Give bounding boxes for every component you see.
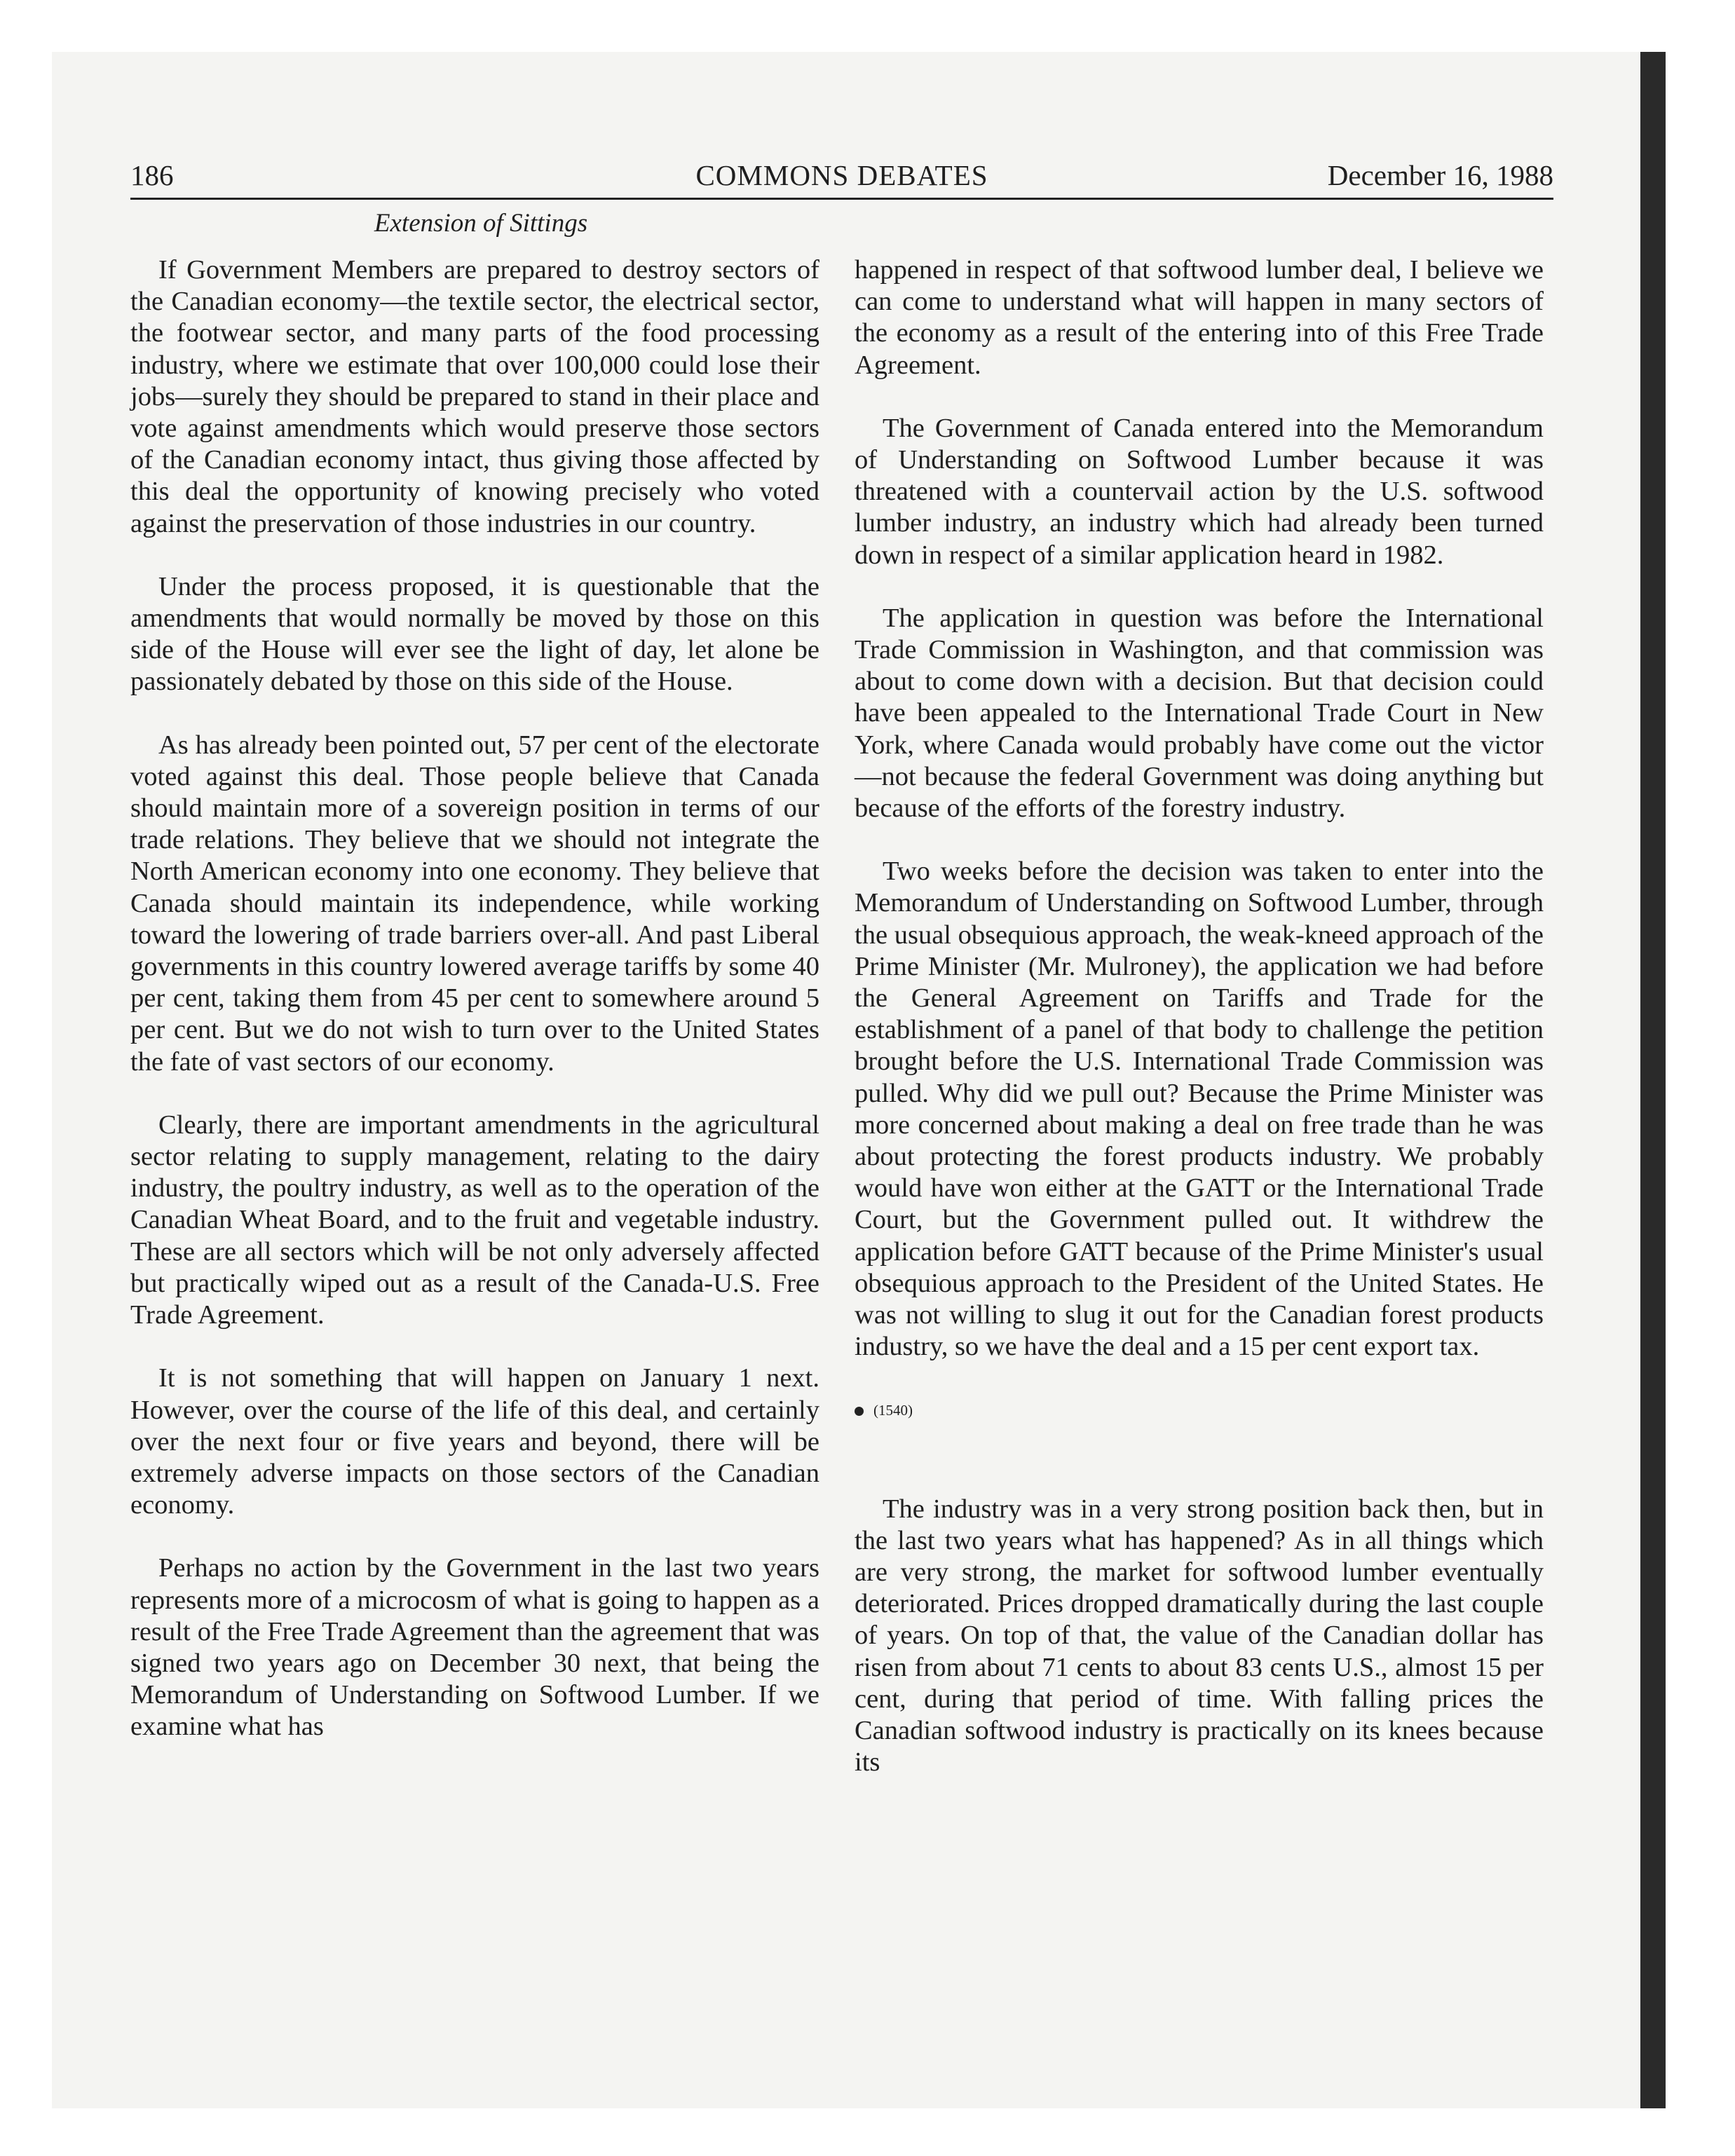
section-subheading: Extension of Sittings	[374, 209, 588, 238]
left-column	[130, 254, 819, 1993]
bullet-icon	[855, 1407, 864, 1416]
paragraph: It is not something that will happen on January 1 next. However, over the course of the life of this deal, and certainly over the next four or five years and beyond, there will be extremely adverse impacts on those sectors of the Canadian economy.	[130, 1363, 819, 1520]
continued-paragraph: happened in respect of that softwood lumber deal, I believe we can come to understand what will happen in many sectors of the economy as a result of the entering into of this Free Trade Agreement.	[855, 255, 1544, 380]
paragraph: As has already been pointed out, 57 per cent of the electorate voted against this deal. Those people believe that Canada should maintain more of a sovereign position in terms of our trade relations. They believe that we should not integrate the North American economy into one economy. They believe that Canada should maintain its independence, while working toward the lowering of trade barriers over-all. And past Liberal governments in this country lowered average tariffs by some 40 per cent, taking them from 45 per cent to somewhere around 5 per cent. But we do not wish to turn over to the United States the fate of vast sectors of our economy.	[130, 730, 819, 1077]
paragraph: Under the process proposed, it is questionable that the amendments that would normally be moved by those on this side of the House will ever see the light of day, let alone be passionately debated by those on this side of the House.	[130, 571, 819, 697]
paragraph: The Government of Canada entered into the Memorandum of Understanding on Softwood Lumber because it was threatened with a countervail action by the U.S. softwood lumber industry, an industry which had already been turned down in respect of a similar application heard in 1982.	[855, 413, 1544, 570]
paragraph: The application in question was before the International Trade Commission in Washington, and that commission was about to come down with a decision. But that decision could have been appealed to the International Trade Court in New York, where Canada would probably have come out the victor—not because the federal Government was doing anything but because of the efforts of the forestry industry.	[855, 603, 1544, 824]
page-number: 186	[130, 159, 174, 191]
publication-title: COMMONS DEBATES	[695, 159, 988, 191]
paragraph: Clearly, there are important amendments in the agricultural sector relating to supply management, relating to the dairy industry, the poultry industry, as well as to the operation of the Canadian Wheat Board, and to the fruit and vegetable industry. These are all sectors which will be not only adversely affected but practically wiped out as a result of the Canada-U.S. Free Trade Agreement.	[130, 1110, 819, 1330]
time-marker-label: (1540)	[873, 1401, 913, 1419]
paragraph: Two weeks before the decision was taken to enter into the Memorandum of Understanding on Softwood Lumber, through the usual obsequious approach, the weak-kneed approach of the Prime Minister (Mr. Mulroney), the application we had before the General Agreement on Tariffs and Trade for the establishment of a panel of that body to challenge the petition brought before the U.S. International Trade Commission was pulled. Why did we pull out? Because the Prime Minister was more concerned about making a deal on free trade than he was about protecting the forest products industry. We probably would have won either at the GATT or the International Trade Court, but the Government pulled out. It withdrew the application before GATT because of the Prime Minister's usual obsequious approach to the President of the United States. He was not willing to slug it out for the Canadian forest products industry, so we have the deal and a 15 per cent export tax.	[855, 857, 1544, 1362]
paragraph: Perhaps no action by the Government in the last two years represents more of a microcosm of what is going to happen as a result of the Free Trade Agreement than the agreement that was signed two years ago on December 30 next, that being the Memorandum of Understanding on Softwood Lumber. If we examine what has	[130, 1553, 819, 1742]
paragraph: The industry was in a very strong position back then, but in the last two years what has happened? As in all things which are very strong, the market for softwood lumber eventually deteriorated. Prices dropped dramatically during the last couple of years. On top of that, the value of the Canadian dollar has risen from about 71 cents to about 83 cents U.S., almost 15 per cent, during that period of time. With falling prices the Canadian softwood industry is practically on its knees because its	[855, 1494, 1544, 1778]
publication-date: December 16, 1988	[1327, 159, 1553, 191]
right-column	[855, 254, 1544, 1993]
page-header	[130, 158, 1553, 200]
scan-edge-shadow	[1640, 52, 1666, 2108]
paragraph: If Government Members are prepared to destroy sectors of the Canadian economy—the textile sector, the electrical sector, the footwear sector, and many parts of the food processing industry, where we estimate that over 100,000 could lose their jobs—surely they should be prepared to stand in their place and vote against amendments which would preserve those sectors of the Canadian economy intact, thus giving those affected by this deal the opportunity of knowing precisely who voted against the preservation of those industries in our country.	[130, 255, 819, 538]
time-marker	[855, 1395, 1544, 1426]
